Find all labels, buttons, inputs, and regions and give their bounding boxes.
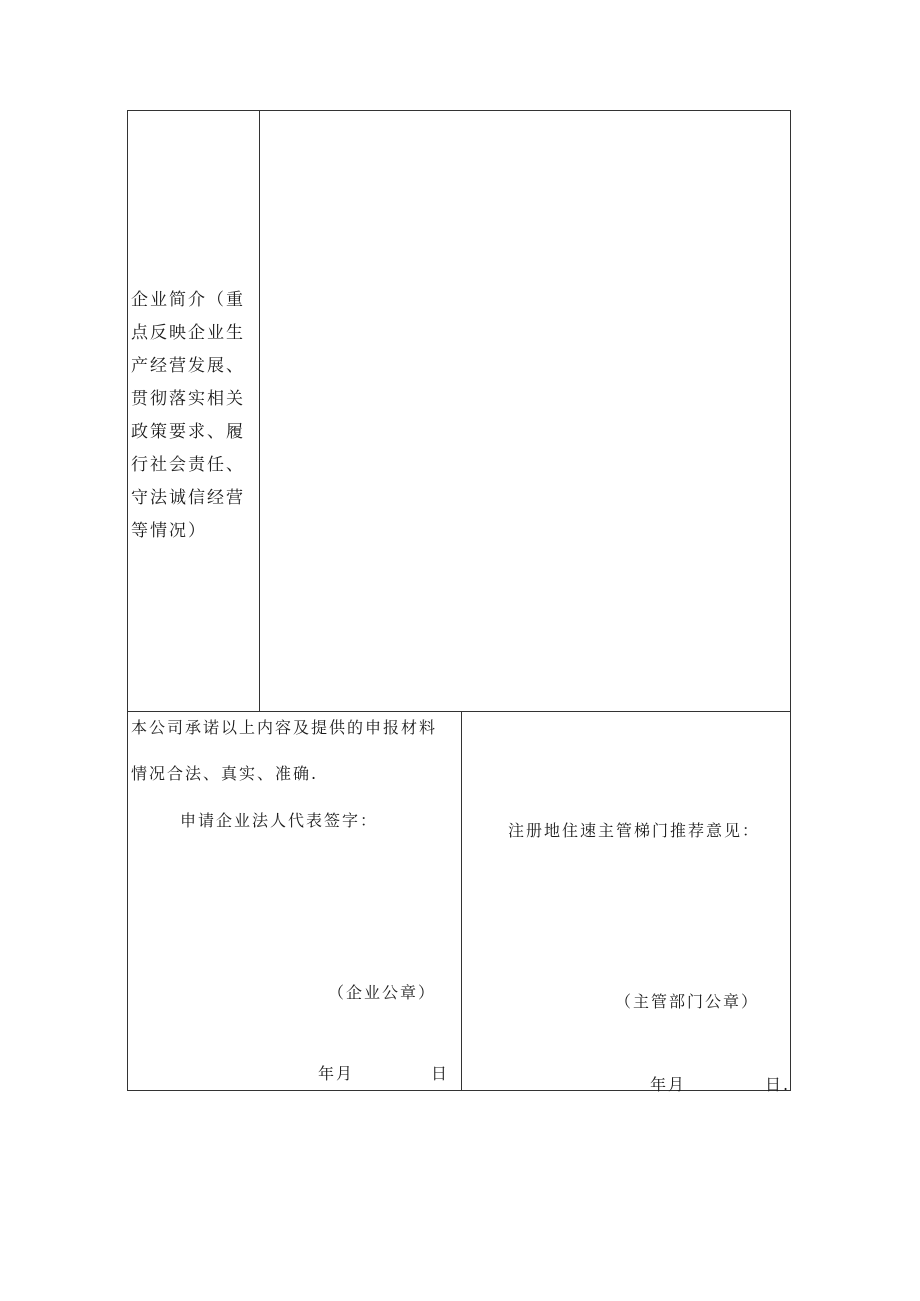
recommendation-date-day: 日. (765, 1075, 791, 1094)
commitment-line-2: 情况合法、真实、准确. (131, 764, 319, 783)
commitment-date-year-month: 年月 (318, 1064, 355, 1083)
commitment-line-1: 本公司承诺以上内容及提供的申报材料 (131, 718, 438, 737)
recommendation-label: 注册地住速主管梯门推荐意见： (508, 821, 761, 840)
commitment-date-day: 日 (431, 1064, 450, 1083)
row-divider (128, 711, 790, 712)
company-profile-field[interactable] (260, 111, 791, 711)
legal-rep-signature-label: 申请企业法人代表签字： (180, 811, 379, 830)
department-seal-label: （主管部门公章） (615, 992, 760, 1011)
application-form-table (127, 110, 791, 1094)
company-seal-label: （企业公章） (328, 983, 437, 1002)
company-profile-label: 企业简介（重点反映企业生产经营发展、贯彻落实相关政策要求、履行社会责任、守法诚信经营等情况） (131, 290, 245, 541)
recommendation-date-year-month: 年月 (650, 1075, 687, 1094)
column-divider-bottom (461, 711, 462, 1091)
